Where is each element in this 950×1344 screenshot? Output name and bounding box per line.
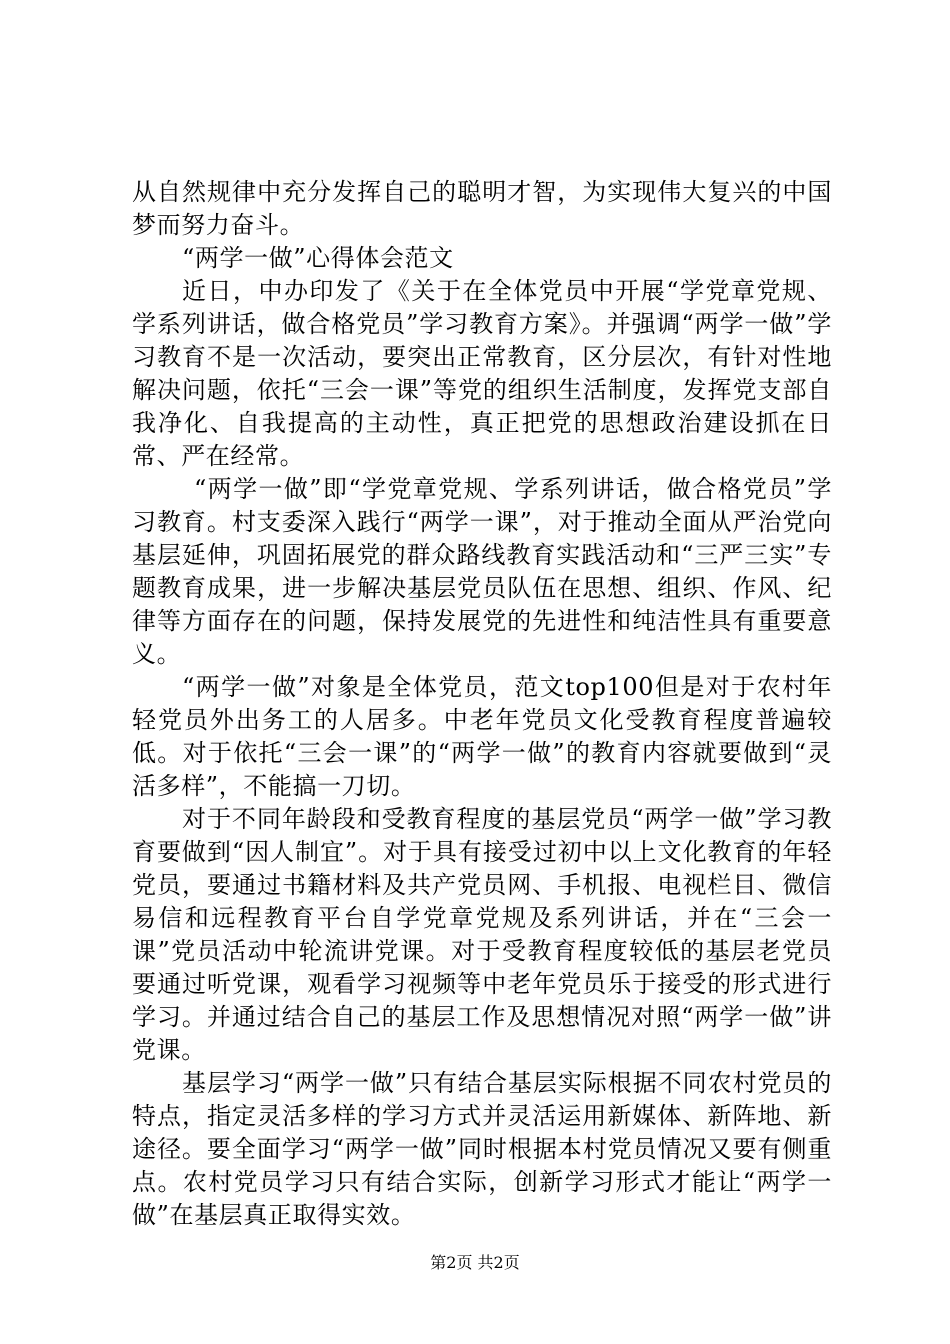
paragraph-intro: 近日，中办印发了《关于在全体党员中开展“学党章党规、学系列讲话，做合格党员”学习教育方案》。并强调“两学一做”学习教育不是一次活动，要突出正常教育，区分层次，有针对性地解决问题，依托“三会一课”等党的组织生活制度，发挥党支部自我净化、自我提高的主动性，真正把党的思想政治建设抓在日常、严在经常。 [132,277,832,470]
paragraph-definition: “两学一做”即“学党章党规、学系列讲话，做合格党员”学习教育。村支委深入践行“两学一课”，对于推动全面从严治党向基层延伸，巩固拓展党的群众路线教育实践活动和“三严三实”专题教育成果，进一步解决基层党员队伍在思想、组织、作风、纪律等方面存在的问题，保持发展党的先进性和纯洁性具有重要意义。 [132,475,832,668]
page-number-footer: 第2页 共2页 [430,1253,520,1272]
section-heading: “两学一做”心得体会范文 [182,244,454,272]
paragraph-continuation: 从自然规律中充分发挥自己的聪明才智，为实现伟大复兴的中国梦而努力奋斗。 [132,178,832,239]
paragraph-conclusion: 基层学习“两学一做”只有结合基层实际根据不同农村党员的特点，指定灵活多样的学习方式并灵活运用新媒体、新阵地、新途径。要全面学习“两学一做”同时根据本村党员情况又要有侧重点。农村党员学习只有结合实际，创新学习形式才能让“两学一做”在基层真正取得实效。 [132,1069,832,1229]
document-body [132,176,832,1232]
paragraph-tailored-education: 对于不同年龄段和受教育程度的基层党员“两学一做”学习教育要做到“因人制宜”。对于具有接受过初中以上文化教育的年轻党员，要通过书籍材料及共产党员网、手机报、电视栏目、微信易信和远程教育平台自学党章党规及系列讲话，并在“三会一课”党员活动中轮流讲党课。对于受教育程度较低的基层老党员要通过听党课，观看学习视频等中老年党员乐于接受的形式进行学习。并通过结合自己的基层工作及思想情况对照“两学一做”讲党课。 [132,805,832,1064]
paragraph-target-audience: “两学一做”对象是全体党员，范文top100但是对于农村年轻党员外出务工的人居多。中老年党员文化受教育程度普遍较低。对于依托“三会一课”的“两学一做”的教育内容就要做到“灵活多样”，不能搞一刀切。 [132,673,832,800]
